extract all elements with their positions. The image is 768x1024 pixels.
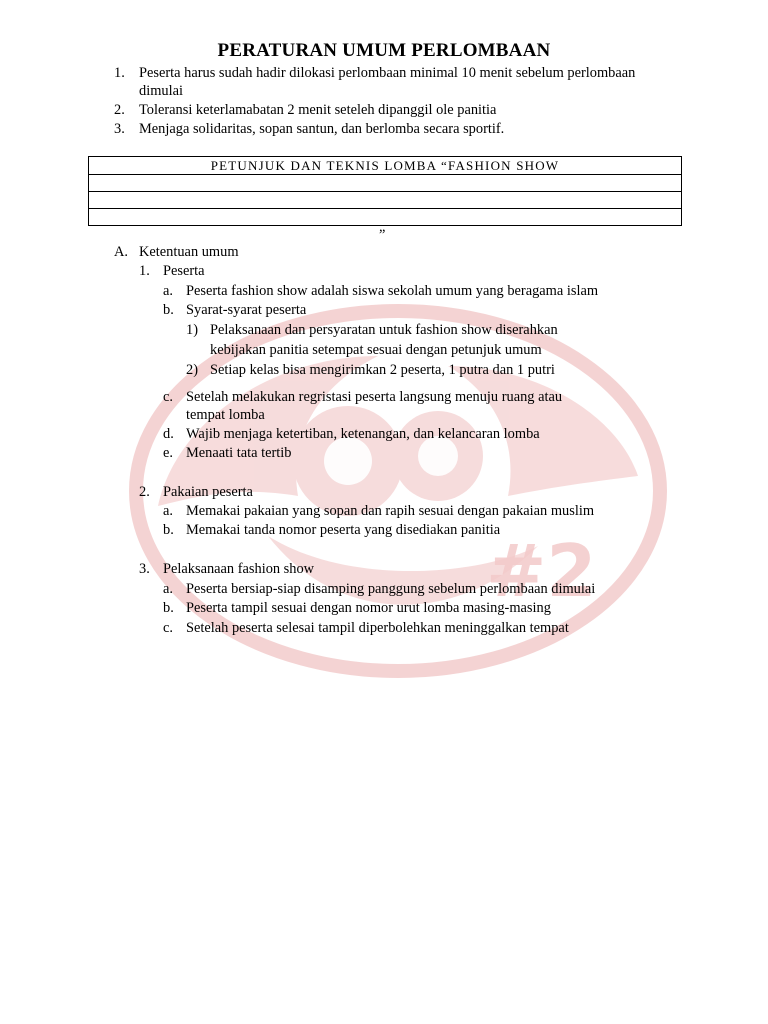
item-1b1-number: 1) [186,322,198,338]
section-a-label: Ketentuan umum [139,244,239,260]
item-3b-letter: b. [163,600,174,616]
sub-1-label: Peserta [163,263,205,279]
item-2a-letter: a. [163,503,173,519]
section-a-number: A. [114,244,128,260]
item-1c-letter: c. [163,389,173,405]
rule-2-text: Toleransi keterlamabatan 2 menit seteleh dipanggil ole panitia [139,102,497,118]
rule-2-number: 2. [114,102,125,118]
item-1b2-number: 2) [186,362,198,378]
item-2b-text: Memakai tanda nomor peserta yang disediakan panitia [186,522,501,538]
sub-2-label: Pakaian peserta [163,484,253,500]
rule-3-number: 3. [114,121,125,137]
watermark-number: #2 [486,529,597,613]
rule-1-number: 1. [114,65,125,81]
item-1d-text: Wajib menjaga ketertiban, ketenangan, dan kelancaran lomba [186,426,540,442]
table-empty-row [89,175,682,192]
table-header-cell: PETUNJUK DAN TEKNIS LOMBA “FASHION SHOW [89,157,682,175]
rule-1-text: Peserta harus sudah hadir dilokasi perlombaan minimal 10 menit sebelum perlombaan [139,65,636,81]
sub-1-number: 1. [139,263,150,279]
sub-3-label: Pelaksanaan fashion show [163,561,315,577]
item-2b-letter: b. [163,522,174,538]
table-empty-row [89,209,682,226]
sub-3-number: 3. [139,561,150,577]
page-title: PERATURAN UMUM PERLOMBAAN [217,40,551,61]
item-1b-letter: b. [163,302,174,318]
item-1e-letter: e. [163,445,173,461]
item-1d-letter: d. [163,426,174,442]
sub-2-number: 2. [139,484,150,500]
item-2a-text: Memakai pakaian yang sopan dan rapih sesuai dengan pakaian muslim [186,503,595,519]
item-1b1-text-cont: kebijakan panitia setempat sesuai dengan petunjuk umum [210,342,542,358]
item-3a-text: Peserta bersiap-siap disamping panggung sebelum perlombaan dimulai [186,581,596,597]
item-3c-text: Setelah peserta selesai tampil diperbolehkan meninggalkan tempat [186,620,569,636]
item-1a-text: Peserta fashion show adalah siswa sekolah umum yang beragama islam [186,283,599,299]
item-3a-letter: a. [163,581,173,597]
item-3b-text: Peserta tampil sesuai dengan nomor urut lomba masing-masing [186,600,551,616]
table-empty-row [89,192,682,209]
item-1e-text: Menaati tata tertib [186,445,292,461]
table-closing-quote: ” [379,227,386,243]
item-1a-letter: a. [163,283,173,299]
item-3c-letter: c. [163,620,173,636]
item-1b1-text: Pelaksanaan dan persyaratan untuk fashion show diserahkan [210,322,558,338]
item-1c-text: Setelah melakukan regristasi peserta langsung menuju ruang atau [186,389,563,405]
item-1b-text: Syarat-syarat peserta [186,302,307,318]
rule-1-text-cont: dimulai [139,83,183,99]
title-table [88,156,682,226]
rule-3-text: Menjaga solidaritas, sopan santun, dan berlomba secara sportif. [139,121,505,137]
item-1b2-text: Setiap kelas bisa mengirimkan 2 peserta, 1 putra dan 1 putri [210,362,555,378]
item-1c-text-cont: tempat lomba [186,407,265,423]
